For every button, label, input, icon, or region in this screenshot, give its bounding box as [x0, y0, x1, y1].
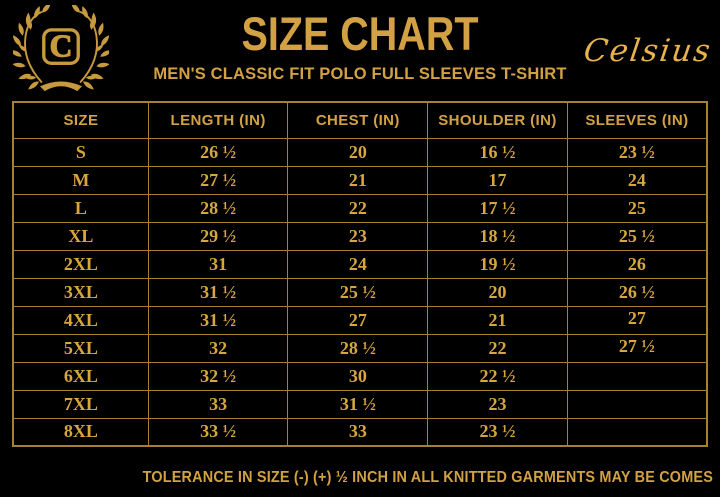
table-row [13, 250, 707, 278]
measurement-cell: 20 [288, 138, 428, 166]
measurement-cell: 20 [428, 278, 568, 306]
measurement-cell: 22 ½ [428, 362, 568, 390]
size-chart-table [12, 101, 708, 447]
size-cell: L [13, 194, 148, 222]
measurement-cell: 27 [567, 306, 707, 334]
table-row [13, 194, 707, 222]
size-cell: S [13, 138, 148, 166]
measurement-cell: 23 ½ [428, 418, 568, 446]
measurement-cell: 21 [288, 166, 428, 194]
size-cell: 2XL [13, 250, 148, 278]
column-header: SIZE [13, 102, 148, 138]
size-cell: 3XL [13, 278, 148, 306]
table-header-row [13, 102, 707, 138]
measurement-cell: 31 ½ [148, 306, 288, 334]
page-title: SIZE CHART [241, 7, 479, 60]
size-cell: 4XL [13, 306, 148, 334]
column-header: SHOULDER (IN) [428, 102, 568, 138]
measurement-cell [567, 390, 707, 418]
measurement-cell: 31 ½ [288, 390, 428, 418]
table-row [13, 222, 707, 250]
measurement-cell: 28 ½ [148, 194, 288, 222]
tolerance-note: TOLERANCE IN SIZE (-) (+) ½ INCH IN ALL KNITTED GARMENTS MAY BE COMES [142, 469, 713, 486]
measurement-cell: 17 [428, 166, 568, 194]
logo-letter: C [49, 28, 73, 64]
measurement-cell: 19 ½ [428, 250, 568, 278]
measurement-cell: 24 [288, 250, 428, 278]
measurement-cell: 26 ½ [148, 138, 288, 166]
measurement-cell: 27 ½ [567, 334, 707, 362]
measurement-cell: 21 [428, 306, 568, 334]
measurement-cell: 22 [288, 194, 428, 222]
column-header: LENGTH (IN) [148, 102, 288, 138]
measurement-cell: 23 [428, 390, 568, 418]
measurement-cell: 23 [288, 222, 428, 250]
table-row [13, 306, 707, 334]
measurement-cell: 16 ½ [428, 138, 568, 166]
measurement-cell: 32 ½ [148, 362, 288, 390]
measurement-cell: 31 [148, 250, 288, 278]
column-header: CHEST (IN) [288, 102, 428, 138]
table-row [13, 362, 707, 390]
measurement-cell: 31 ½ [148, 278, 288, 306]
size-cell: M [13, 166, 148, 194]
measurement-cell: 23 ½ [567, 138, 707, 166]
table-row [13, 166, 707, 194]
brand-name: Celsius [581, 33, 715, 69]
measurement-cell: 28 ½ [288, 334, 428, 362]
measurement-cell: 33 [288, 418, 428, 446]
measurement-cell [567, 362, 707, 390]
table-row [13, 138, 707, 166]
table-row [13, 278, 707, 306]
measurement-cell: 33 [148, 390, 288, 418]
size-cell: 5XL [13, 334, 148, 362]
measurement-cell: 24 [567, 166, 707, 194]
table-row [13, 390, 707, 418]
measurement-cell: 29 ½ [148, 222, 288, 250]
measurement-cell: 18 ½ [428, 222, 568, 250]
measurement-cell: 17 ½ [428, 194, 568, 222]
measurement-cell: 27 [288, 306, 428, 334]
measurement-cell: 26 ½ [567, 278, 707, 306]
table-row [13, 418, 707, 446]
page-subtitle: MEN'S CLASSIC FIT POLO FULL SLEEVES T-SHIRT [153, 64, 567, 83]
measurement-cell: 33 ½ [148, 418, 288, 446]
table-row [13, 334, 707, 362]
measurement-cell [567, 418, 707, 446]
measurement-cell: 25 [567, 194, 707, 222]
measurement-cell: 25 ½ [567, 222, 707, 250]
size-cell: 7XL [13, 390, 148, 418]
measurement-cell: 22 [428, 334, 568, 362]
size-cell: XL [13, 222, 148, 250]
measurement-cell: 25 ½ [288, 278, 428, 306]
measurement-cell: 32 [148, 334, 288, 362]
measurement-cell: 27 ½ [148, 166, 288, 194]
measurement-cell: 30 [288, 362, 428, 390]
measurement-cell: 26 [567, 250, 707, 278]
column-header: SLEEVES (IN) [567, 102, 707, 138]
size-cell: 6XL [13, 362, 148, 390]
size-cell: 8XL [13, 418, 148, 446]
